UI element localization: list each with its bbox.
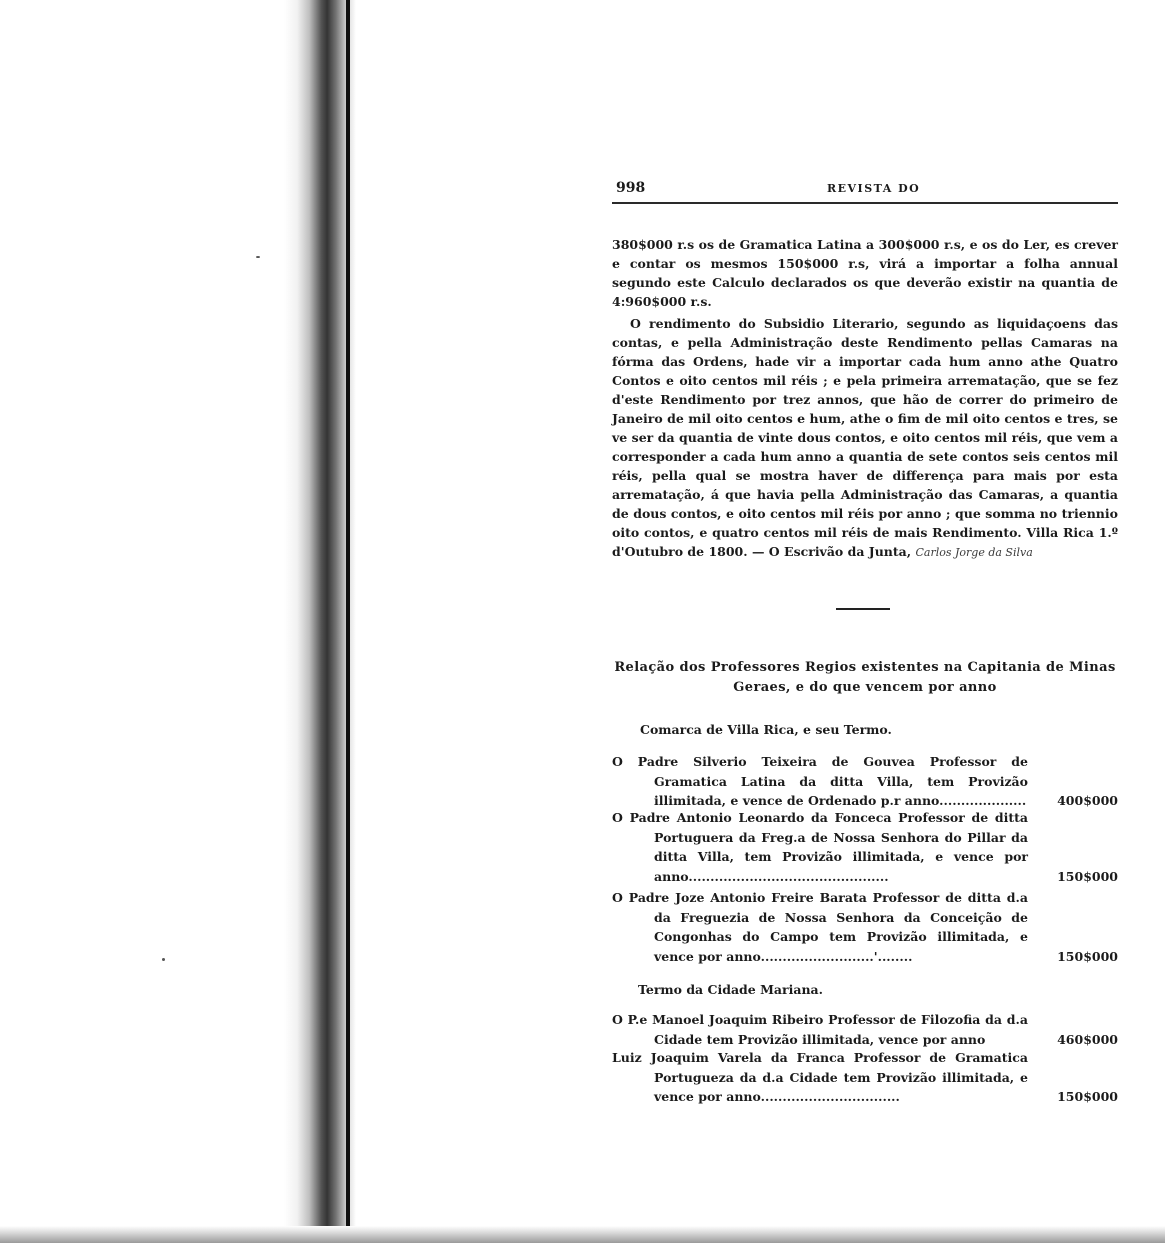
signature: Carlos Jorge da Silva — [915, 545, 1033, 559]
section-separator — [836, 608, 890, 610]
page-bottom-edge — [0, 1226, 1165, 1243]
professor-entry-text: Luiz Joaquim Varela da Franca Professor de Gramatica Portugueza da d.a Cidade tem Provizão illimitada, e vence por anno................................ — [612, 1050, 1028, 1104]
salary-amount: 150$000 — [1057, 1089, 1118, 1104]
salary-amount: 150$000 — [1057, 868, 1118, 884]
section-title: Relação dos Professores Regios existentes na Capitania de Minas Geraes, e do que vencem por anno — [614, 660, 1116, 695]
salary-amount: 150$000 — [1057, 948, 1118, 964]
professor-entry-text: O Padre Silverio Teixeira de Gouvea Professor de Gramatica Latina da ditta Villa, tem Provizão illimitada, e vence de Ordenado p.r anno.................... — [612, 754, 1028, 808]
header-rule — [612, 202, 1118, 204]
salary-amount: 400$000 — [1057, 793, 1118, 808]
page-number: 998 — [616, 180, 646, 196]
district-heading: Termo da Cidade Mariana. — [638, 982, 824, 997]
book-page — [612, 176, 1118, 1116]
paragraph-subsidio-literario — [612, 314, 1118, 562]
professor-entry — [612, 1010, 1118, 1049]
running-head — [612, 176, 1118, 198]
paragraph-calculation: 380$000 r.s os de Gramatica Latina a 300$000 r.s, e os do Ler, es crever e contar os mesmos 150$000 r.s, virá a importar a folha annual segundo este Calculo declarados os que deverão existir na quantia de 4:960$000 r.s. — [612, 236, 1118, 309]
professor-entry-text: O P.e Manoel Joaquim Ribeiro Professor de Filozofia da d.a Cidade tem Provizão illimitada, vence por anno — [612, 1012, 1028, 1047]
journal-title: REVISTA DO — [827, 182, 921, 195]
district-heading: Comarca de Villa Rica, e seu Termo. — [640, 722, 892, 737]
paper-speck — [256, 256, 260, 258]
professor-entry — [612, 808, 1118, 886]
professor-entry — [612, 888, 1118, 966]
paragraph-text: O rendimento do Subsidio Literario, segundo as liquidaçoens das contas, e pella Administração deste Rendimento pellas Camaras na fórma das Ordens, hade vir a importar cada hum anno athe Quatro Contos e oito centos mil réis ; e pela primeira arrematação, que se fez d'este Rendimento por trez annos, que hão de correr do primeiro de Janeiro de mil oito centos e hum, athe o fim de mil oito centos e tres, se ve ser da quantia de vinte dous contos, e oito centos mil réis, que vem a corresponder a cada hum anno a quantia de sete contos seis centos mil réis, pella qual se mostra haver de differença para mais por esta arrematação, á que havia pella Administração das Camaras, a quantia de dous contos, e oito centos mil réis por anno ; que somma no triennio oito contos, e quatro centos mil réis de mais Rendimento. Villa Rica 1.º d'Outubro de 1800. — O Escrivão da Junta, — [612, 315, 1118, 559]
salary-amount: 460$000 — [1057, 1031, 1118, 1047]
professor-entry — [612, 752, 1118, 811]
professor-entry — [612, 1048, 1118, 1107]
paper-speck — [162, 958, 165, 961]
professor-entry-text: O Padre Antonio Leonardo da Fonceca Professor de ditta Portuguera da Freg.a de Nossa Senhora do Pillar da ditta Villa, tem Provizão illimitada, e vence por anno.............................................. — [612, 810, 1028, 884]
professor-entry-text: O Padre Joze Antonio Freire Barata Professor de ditta d.a da Freguezia de Nossa Senhora da Conceição de Congonhas do Campo tem Provizão illimitada, e vence por anno..........................'........ — [612, 890, 1028, 964]
page-edge-shadow — [346, 0, 350, 1243]
